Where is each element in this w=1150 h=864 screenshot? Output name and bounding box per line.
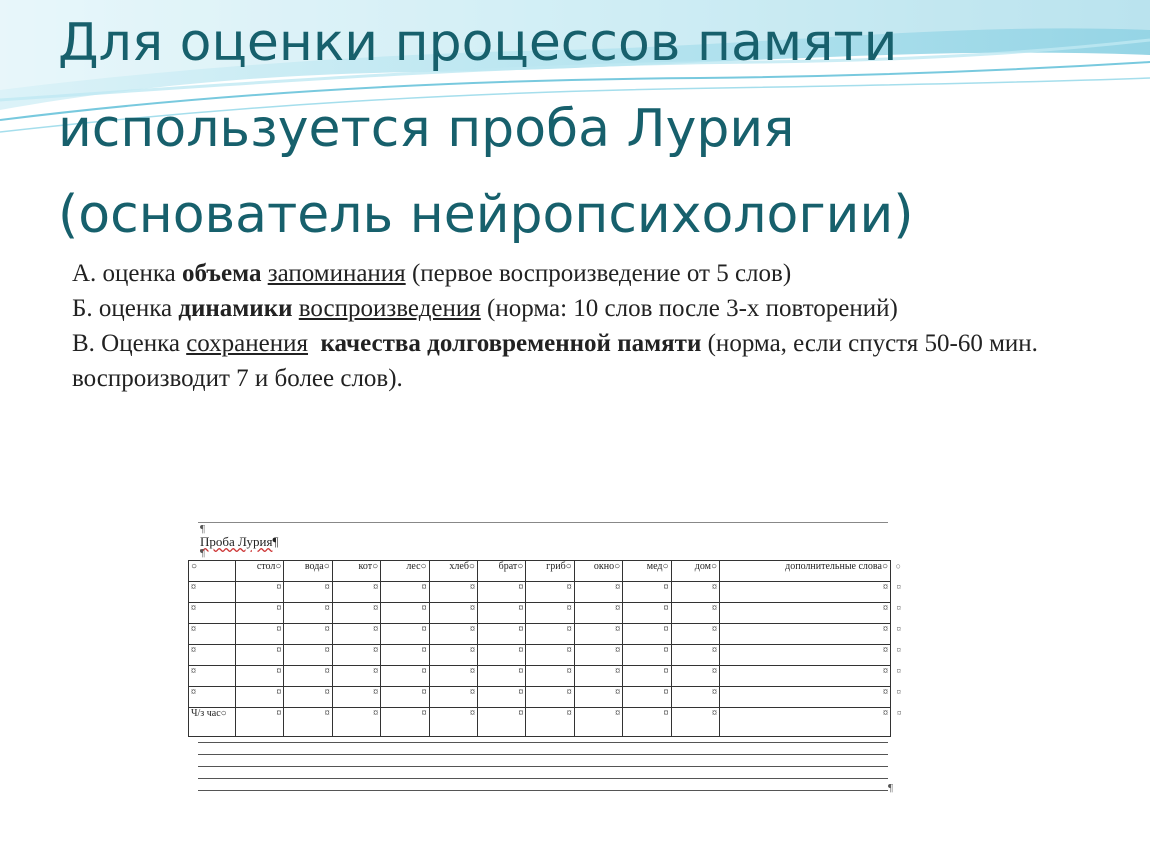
word-cell: ¤ xyxy=(477,624,525,645)
word-header-cell: окно○ xyxy=(574,561,622,582)
word-cell: ¤ xyxy=(574,687,622,708)
pilcrow-mark: ¶ xyxy=(200,547,205,559)
extra-words-cell: ¤ xyxy=(720,708,891,737)
pilcrow-mark: ¶ xyxy=(200,523,205,535)
attempt-label-cell: ¤ xyxy=(189,603,236,624)
word-cell: ¤ xyxy=(671,582,719,603)
word-cell: ¤ xyxy=(623,666,671,687)
item-a-bold: объема xyxy=(182,260,262,287)
extra-words-cell: ¤ xyxy=(720,645,891,666)
item-a-underline: запоминания xyxy=(267,260,406,287)
answer-line xyxy=(198,754,888,755)
word-cell: ¤ xyxy=(671,624,719,645)
table-row-delayed xyxy=(189,708,904,737)
row-end-mark: ¤ xyxy=(896,686,901,697)
word-cell: ¤ xyxy=(381,708,429,737)
item-c: В. Оценка сохранения качества долговременной памяти (норма, если спустя 50-60 мин. воспроизводит 7 и более слов). xyxy=(72,330,1038,392)
delayed-recall-label-cell: Ч/з час○ xyxy=(189,708,236,737)
word-cell: ¤ xyxy=(284,645,332,666)
word-cell: ¤ xyxy=(623,603,671,624)
word-cell: ¤ xyxy=(623,624,671,645)
word-cell: ¤ xyxy=(574,624,622,645)
item-a: А. оценка объема запоминания (первое воспроизведение от 5 слов) xyxy=(72,260,792,287)
word-cell: ¤ xyxy=(429,687,477,708)
luria-words-table xyxy=(188,560,904,737)
word-cell: ¤ xyxy=(526,687,574,708)
answer-line xyxy=(198,742,888,743)
word-cell: ¤ xyxy=(284,708,332,737)
word-cell: ¤ xyxy=(574,603,622,624)
word-cell: ¤ xyxy=(381,603,429,624)
word-header-cell: брат○ xyxy=(477,561,525,582)
row-end-mark: ¤ xyxy=(896,581,901,592)
word-cell: ¤ xyxy=(526,708,574,737)
word-cell: ¤ xyxy=(671,687,719,708)
attempt-label-cell: ¤ xyxy=(189,666,236,687)
row-end-mark: ¤ xyxy=(896,644,901,655)
word-cell: ¤ xyxy=(236,708,284,737)
extra-words-header-cell: дополнительные слова○ xyxy=(720,561,891,582)
item-b: Б. оценка динамики воспроизведения (норма: 10 слов после 3-х повторений) xyxy=(72,295,898,322)
word-cell: ¤ xyxy=(671,708,719,737)
word-cell: ¤ xyxy=(332,582,380,603)
word-cell: ¤ xyxy=(671,645,719,666)
attempt-label-cell: ¤ xyxy=(189,624,236,645)
word-cell: ¤ xyxy=(671,603,719,624)
word-cell: ¤ xyxy=(429,624,477,645)
word-cell: ¤ xyxy=(284,666,332,687)
word-cell: ¤ xyxy=(332,687,380,708)
word-cell: ¤ xyxy=(429,582,477,603)
word-cell: ¤ xyxy=(236,582,284,603)
word-header-cell: хлеб○ xyxy=(429,561,477,582)
word-cell: ¤ xyxy=(429,708,477,737)
title-line-3: (основатель нейропсихологии) xyxy=(58,185,914,245)
table-row xyxy=(189,624,904,645)
word-cell: ¤ xyxy=(284,624,332,645)
slide-title xyxy=(58,0,1118,258)
word-cell: ¤ xyxy=(332,645,380,666)
item-c-bold: качества долговременной памяти xyxy=(320,330,702,357)
word-cell: ¤ xyxy=(429,603,477,624)
word-header-cell: кот○ xyxy=(332,561,380,582)
word-cell: ¤ xyxy=(477,582,525,603)
word-cell: ¤ xyxy=(236,687,284,708)
table-row xyxy=(189,582,904,603)
word-header-cell: гриб○ xyxy=(526,561,574,582)
word-cell: ¤ xyxy=(381,582,429,603)
table-header-row xyxy=(189,561,904,582)
table-row xyxy=(189,666,904,687)
extra-words-cell: ¤ xyxy=(720,666,891,687)
attempt-label-cell: ¤ xyxy=(189,582,236,603)
word-cell: ¤ xyxy=(526,603,574,624)
attempt-label-cell: ¤ xyxy=(189,645,236,666)
item-b-bold: динамики xyxy=(178,295,293,322)
extra-words-cell: ¤ xyxy=(720,582,891,603)
item-b-underline: воспроизведения xyxy=(298,295,481,322)
word-cell: ¤ xyxy=(332,708,380,737)
word-cell: ¤ xyxy=(574,645,622,666)
row-end-mark: ¤ xyxy=(897,707,902,718)
word-cell: ¤ xyxy=(236,624,284,645)
table-row xyxy=(189,603,904,624)
row-end-mark: ○ xyxy=(895,560,901,571)
word-header-cell: вода○ xyxy=(284,561,332,582)
answer-line xyxy=(198,790,888,791)
word-cell: ¤ xyxy=(623,645,671,666)
word-cell: ¤ xyxy=(429,645,477,666)
word-cell: ¤ xyxy=(526,666,574,687)
word-cell: ¤ xyxy=(526,624,574,645)
answer-line xyxy=(198,778,888,779)
word-cell: ¤ xyxy=(526,645,574,666)
word-header-cell: дом○ xyxy=(671,561,719,582)
word-cell: ¤ xyxy=(477,687,525,708)
word-cell: ¤ xyxy=(381,645,429,666)
word-cell: ¤ xyxy=(574,708,622,737)
word-cell: ¤ xyxy=(236,645,284,666)
word-cell: ¤ xyxy=(623,582,671,603)
word-cell: ¤ xyxy=(623,708,671,737)
word-cell: ¤ xyxy=(381,624,429,645)
word-cell: ¤ xyxy=(284,582,332,603)
word-cell: ¤ xyxy=(574,666,622,687)
row-end-mark: ¤ xyxy=(896,623,901,634)
table-row xyxy=(189,687,904,708)
word-cell: ¤ xyxy=(477,708,525,737)
form-top-rule xyxy=(198,522,888,523)
word-cell: ¤ xyxy=(671,666,719,687)
extra-words-cell: ¤ xyxy=(720,603,891,624)
assessment-list xyxy=(72,256,1072,396)
luria-test-form-image xyxy=(114,520,946,796)
table-row xyxy=(189,645,904,666)
header-corner-cell: ○ xyxy=(189,561,236,582)
word-cell: ¤ xyxy=(623,687,671,708)
item-c-underline: сохранения xyxy=(186,330,309,357)
word-header-cell: стол○ xyxy=(236,561,284,582)
word-cell: ¤ xyxy=(236,603,284,624)
row-end-mark: ¤ xyxy=(896,602,901,613)
row-end-mark: ¤ xyxy=(896,665,901,676)
attempt-label-cell: ¤ xyxy=(189,687,236,708)
word-cell: ¤ xyxy=(236,666,284,687)
pilcrow-mark: ¶ xyxy=(888,782,893,794)
word-header-cell: лес○ xyxy=(381,561,429,582)
word-cell: ¤ xyxy=(332,624,380,645)
word-cell: ¤ xyxy=(477,666,525,687)
word-cell: ¤ xyxy=(477,645,525,666)
word-cell: ¤ xyxy=(429,666,477,687)
word-cell: ¤ xyxy=(332,603,380,624)
word-cell: ¤ xyxy=(284,603,332,624)
word-header-cell: мед○ xyxy=(623,561,671,582)
word-cell: ¤ xyxy=(381,666,429,687)
word-cell: ¤ xyxy=(332,666,380,687)
answer-line xyxy=(198,766,888,767)
word-cell: ¤ xyxy=(526,582,574,603)
word-cell: ¤ xyxy=(284,687,332,708)
extra-words-cell: ¤ xyxy=(720,624,891,645)
word-cell: ¤ xyxy=(381,687,429,708)
word-cell: ¤ xyxy=(477,603,525,624)
title-line-1: Для оценки процессов памяти xyxy=(58,13,898,73)
title-line-2: используется проба Лурия xyxy=(58,99,795,159)
form-title: Проба Лурия¶ xyxy=(200,534,279,549)
word-cell: ¤ xyxy=(574,582,622,603)
extra-words-cell: ¤ xyxy=(720,687,891,708)
